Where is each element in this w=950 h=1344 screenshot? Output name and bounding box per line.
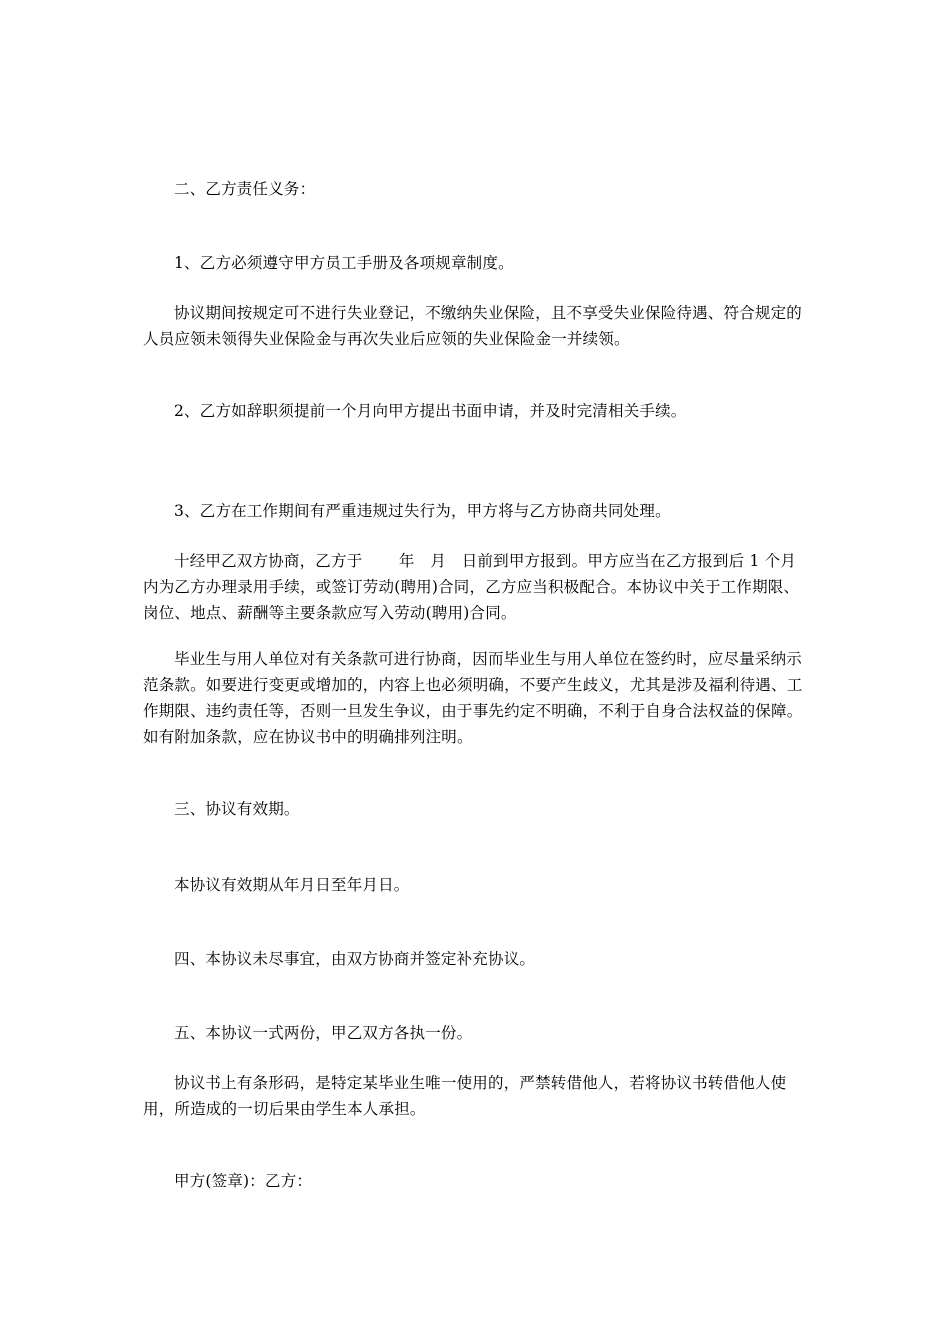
item-2: 2、乙方如辞职须提前一个月向甲方提出书面申请，并及时完清相关手续。 — [174, 402, 687, 420]
validity-period: 本协议有效期从年月日至年月日。 — [174, 876, 410, 894]
item-3: 3、乙方在工作期间有严重违规过失行为，甲方将与乙方协商共同处理。 — [174, 502, 671, 520]
item-1: 1、乙方必须遵守甲方员工手册及各项规章制度。 — [174, 254, 514, 272]
section-4: 四、本协议未尽事宜，由双方协商并签定补充协议。 — [174, 950, 536, 968]
signature-line: 甲方(签章)：乙方： — [174, 1172, 313, 1190]
section-3-heading: 三、协议有效期。 — [174, 800, 300, 818]
barcode-note: 协议书上有条形码，是特定某毕业生唯一使用的，严禁转借他人，若将协议书转借他人使用，所造成的一切后果由学生本人承担。 — [143, 1074, 787, 1118]
clause-10: 十经甲乙双方协商，乙方于 年 月 日前到甲方报到。甲方应当在乙方报到后 1 个月内为乙方办理录用手续，或签订劳动(聘用)合同，乙方应当积极配合。本协议中关于工作期限、岗位、地点、薪酬等主要条款应写入劳动(聘用)合同。 — [143, 552, 800, 622]
negotiation-note: 毕业生与用人单位对有关条款可进行协商，因而毕业生与用人单位在签约时，应尽量采纳示范条款。如要进行变更或增加的，内容上也必须明确，不要产生歧义，尤其是涉及福利待遇、工作期限、违约责任等，否则一旦发生争议，由于事先约定不明确，不利于自身合法权益的保障。如有附加条款，应在协议书中的明确排列注明。 — [143, 650, 803, 746]
section-2-heading: 二、乙方责任义务： — [174, 180, 316, 198]
unemployment-note: 协议期间按规定可不进行失业登记，不缴纳失业保险，且不享受失业保险待遇、符合规定的人员应领未领得失业保险金与再次失业后应领的失业保险金一并续领。 — [143, 304, 803, 348]
section-5: 五、本协议一式两份，甲乙双方各执一份。 — [174, 1024, 473, 1042]
